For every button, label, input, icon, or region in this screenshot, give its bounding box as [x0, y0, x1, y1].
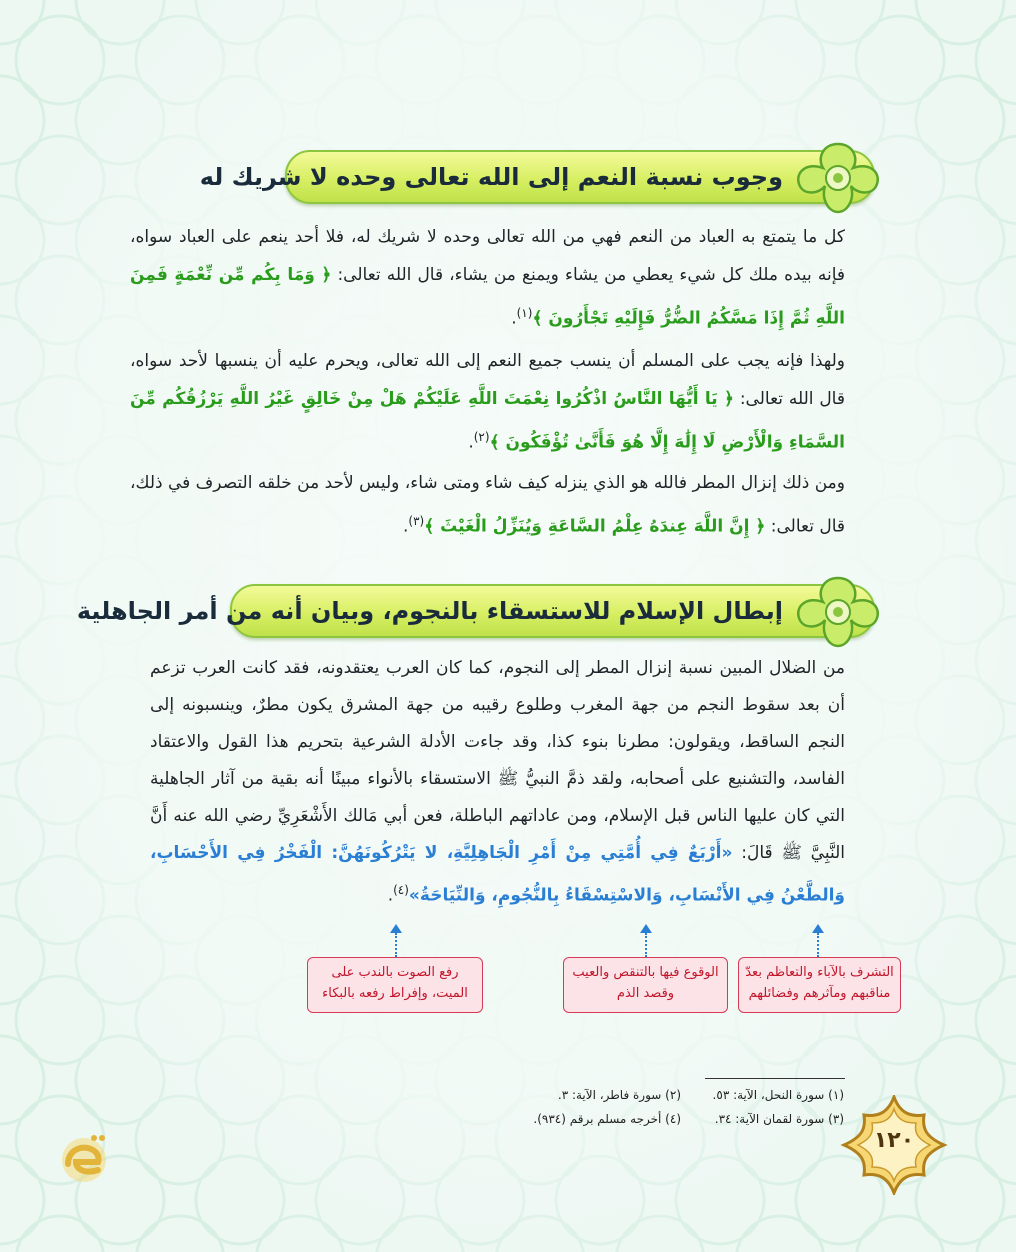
floral-ornament-icon: [793, 138, 883, 216]
section-2-title: إبطال الإسلام للاستسقاء بالنجوم، وبيان أنه من أمر الجاهلية: [76, 597, 783, 625]
hadith-text: «أَرْبَعٌ فِي أُمَّتِي مِنْ أَمْرِ الْجَاهِلِيَّةِ، لا يَتْرُكُونَهُنَّ: الْفَخْرُ فِي الأَحْسَابِ، وَالطَّعْنُ فِي الأَنْسَابِ، وَالاسْتِسْقَاءُ بِالنُّجُومِ، وَالنِّيَاحَةُ»: [150, 843, 845, 906]
footnote-ref: (٣): [408, 514, 425, 528]
section-1-paragraph-1: [130, 218, 845, 338]
explanation-note-2: الوقوع فيها بالتنقص والعيب وقصد الذم: [563, 957, 728, 1013]
section-1-heading: [199, 150, 875, 204]
footnote-4: (٤) أخرجه مسلم برقم (٩٣٤).: [533, 1112, 681, 1126]
paragraph-text: من الضلال المبين نسبة إنزال المطر إلى النجوم، كما كان العرب يعتقدونه، فقد كانت العرب تزعم أن بعد سقوط النجم من جهة المغرب وطلوع رقيبه من جهة المشرق يكون مطرٌ، وينسبونه إلى النجم الساقط، ويقولون: مطرنا بنوء كذا، وقد جاءت الأدلة الشرعية بتحريم هذا القول والاعتقاد الفاسد، والتشنيع على أصحابه، ولقد ذمَّ النبيُّ ﷺ الاستسقاء بالأنواء مبينًا أنه بقية من آثار الجاهلية التي كان عليها الناس قبل الإسلام، ومن عاداتهم الباطلة، فعن أبي مَالك الأَشْعَرِيِّ رضي الله عنه أَنَّ النَّبِيَّ ﷺ قَالَ:: [150, 658, 845, 863]
footnote-ref: (٢): [473, 430, 490, 444]
sentence-end: .: [387, 885, 394, 906]
sentence-end: .: [511, 308, 517, 329]
section-1-paragraph-3: [130, 464, 845, 546]
pointer-line: [645, 933, 649, 957]
footnote-divider: [705, 1078, 845, 1079]
sentence-end: .: [402, 516, 409, 537]
paragraph-text: ومن ذلك إنزال المطر فالله هو الذي ينزله كيف شاء ومتى شاء، وليس لأحد من خلقه التصرف في ذلك، قال تعالى:: [130, 473, 845, 537]
sentence-end: .: [468, 432, 474, 453]
footnote-2: (٢) سورة فاطر، الآية: ٣.: [557, 1088, 681, 1102]
publisher-logo-icon: [52, 1130, 116, 1186]
paragraph-text: كل ما يتمتع به العباد من النعم فهي من الله تعالى وحده لا شريك له، فلا أحد ينعم على العباد سواه، فإنه بيده ملك كل شيء يعطي من يشاء ويمنع من يشاء، قال الله تعالى:: [130, 227, 845, 285]
quran-verse: ﴿ إِنَّ اللَّهَ عِندَهُ عِلْمُ السَّاعَةِ وَيُنَزِّلُ الْغَيْثَ ﴾: [424, 516, 766, 537]
arrow-up-icon: [640, 924, 652, 933]
footnote-1: (١) سورة النحل، الآية: ٥٣.: [712, 1088, 844, 1102]
section-2-paragraph-1: [150, 650, 845, 915]
paragraph-text: ولهذا فإنه يجب على المسلم أن ينسب جميع النعم إلى الله تعالى، ويحرم عليه أن ينسبها لأحد سواه، قال الله تعالى:: [130, 351, 845, 409]
quran-verse: ﴿ يَا أَيُّهَا النَّاسُ اذْكُرُوا نِعْمَتَ اللَّهِ عَلَيْكُمْ هَلْ مِنْ خَالِقٍ غَيْرُ اللَّهِ يَرْزُقُكُم مِّنَ السَّمَاءِ وَالْأَرْضِ لَا إِلَٰهَ إِلَّا هُوَ فَأَنَّىٰ تُؤْفَكُونَ ﴾: [130, 389, 845, 453]
floral-ornament-icon: [793, 572, 883, 650]
explanation-note-3: رفع الصوت بالندب على الميت، وإفراط رفعه بالبكاء: [307, 957, 483, 1013]
section-1-paragraph-2: [130, 342, 845, 462]
explanation-note-1: التشرف بالآباء والتعاظم بعدّ مناقبهم ومآثرهم وفضائلهم: [738, 957, 901, 1013]
pointer-line: [395, 933, 399, 957]
footnote-3: (٣) سورة لقمان الآية: ٣٤.: [714, 1112, 844, 1126]
page-number: ١٢٠: [873, 1128, 915, 1153]
section-1-title: وجوب نسبة النعم إلى الله تعالى وحده لا شريك له: [199, 163, 783, 191]
quran-verse: ﴿ وَمَا بِكُم مِّن نِّعْمَةٍ فَمِنَ اللَّهِ ثُمَّ إِذَا مَسَّكُمُ الضُّرُّ فَإِلَيْهِ تَجْأَرُونَ ﴾: [130, 265, 845, 329]
footnote-ref: (١): [516, 306, 533, 320]
arrow-up-icon: [812, 924, 824, 933]
footnote-ref: (٤): [393, 883, 409, 897]
pointer-line: [817, 933, 821, 957]
section-2-heading: [76, 584, 875, 638]
arrow-up-icon: [390, 924, 402, 933]
